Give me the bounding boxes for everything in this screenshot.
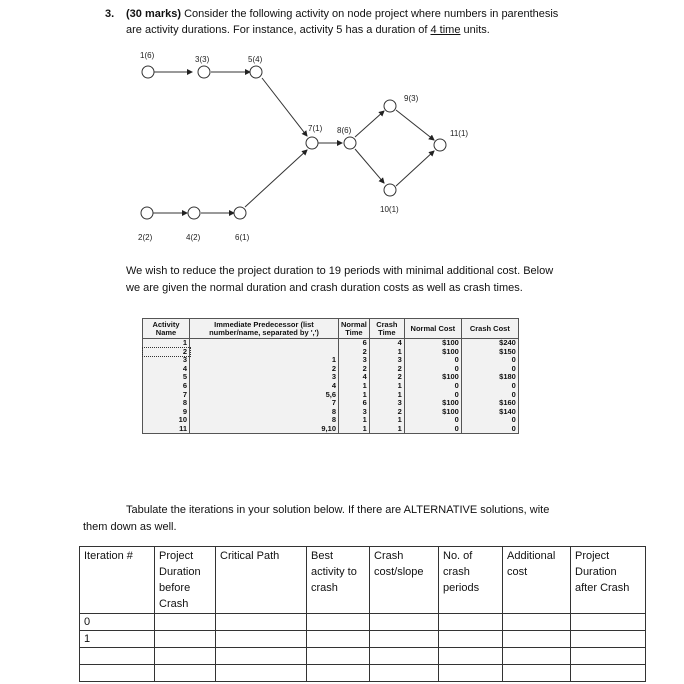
data-table-row xyxy=(143,399,519,408)
data-table-cell: 3 xyxy=(143,356,190,365)
data-table-row xyxy=(143,382,519,391)
iteration-cell xyxy=(370,665,439,682)
question-text-line2-start: are activity durations. For instance, activity 5 has a duration of xyxy=(126,24,431,36)
header-crash-periods: No. of crash periods xyxy=(439,547,503,614)
data-table-cell: 1 xyxy=(369,390,404,399)
iteration-row xyxy=(80,665,646,682)
data-table-row xyxy=(143,424,519,433)
data-table-row xyxy=(143,390,519,399)
node-3 xyxy=(198,66,210,78)
edge-10-11 xyxy=(396,151,434,186)
header-critical-path: Critical Path xyxy=(216,547,307,614)
data-table-cell: 1 xyxy=(339,390,370,399)
data-table-cell: 7 xyxy=(143,390,190,399)
header-iteration: Iteration # xyxy=(80,547,155,614)
data-table-cell: 1 xyxy=(369,382,404,391)
data-table-cell: 4 xyxy=(339,373,370,382)
data-table-cell: 8 xyxy=(143,399,190,408)
iteration-cell xyxy=(370,648,439,665)
data-table-cell: 1 xyxy=(143,339,190,348)
data-table-body xyxy=(143,339,519,434)
data-table-cell: 2 xyxy=(339,348,370,357)
node-11 xyxy=(434,139,446,151)
iteration-cell xyxy=(216,648,307,665)
data-table-cell: $100 xyxy=(404,339,461,348)
data-table-row xyxy=(143,356,519,365)
node-9 xyxy=(384,100,396,112)
iteration-cell xyxy=(216,665,307,682)
header-normal-cost: Normal Cost xyxy=(404,319,461,339)
data-table-cell: 1 xyxy=(369,416,404,425)
header-best-activity: Best activity to crash xyxy=(307,547,370,614)
data-table-cell: 9 xyxy=(143,407,190,416)
data-table-cell: 1 xyxy=(339,424,370,433)
data-table-cell: 1 xyxy=(190,356,339,365)
data-table-cell: 4 xyxy=(369,339,404,348)
data-table-cell: 2 xyxy=(339,365,370,374)
node-label-10: 10(1) xyxy=(380,205,399,214)
data-table-cell: 0 xyxy=(404,382,461,391)
iteration-cell xyxy=(307,631,370,648)
iteration-cell xyxy=(370,631,439,648)
data-table-cell xyxy=(190,348,339,357)
node-label-8: 8(6) xyxy=(337,126,352,135)
node-label-1: 1(6) xyxy=(140,51,155,60)
node-2 xyxy=(141,207,153,219)
duration-underlined: 4 time xyxy=(430,24,461,36)
header-additional-cost: Additional cost xyxy=(503,547,571,614)
iteration-cell xyxy=(80,648,155,665)
data-table-cell: 0 xyxy=(461,382,518,391)
iteration-cell xyxy=(503,614,571,631)
data-table-cell: $100 xyxy=(404,348,461,357)
node-label-5: 5(4) xyxy=(248,55,263,64)
data-table-cell: 0 xyxy=(461,390,518,399)
question-number: 3. xyxy=(105,8,115,20)
data-table-cell: 0 xyxy=(404,365,461,374)
data-table-cell: 3 xyxy=(339,407,370,416)
edge-5-7 xyxy=(262,78,307,136)
paragraph-2-line1: We wish to reduce the project duration to 19 periods with minimal additional cost. Below xyxy=(126,265,554,277)
data-table-cell: 0 xyxy=(461,416,518,425)
edge-6-7 xyxy=(245,150,307,207)
iteration-cell xyxy=(503,648,571,665)
node-7 xyxy=(306,137,318,149)
iteration-cell xyxy=(571,631,646,648)
header-crash-time: Crash Time xyxy=(369,319,404,339)
data-table-cell: 0 xyxy=(404,416,461,425)
node-label-9: 9(3) xyxy=(404,94,419,103)
iteration-cell xyxy=(155,648,216,665)
data-table-row xyxy=(143,339,519,348)
data-table-cell: 3 xyxy=(190,373,339,382)
iteration-cell xyxy=(503,631,571,648)
iteration-table xyxy=(79,546,646,682)
header-activity-name: Activity Name xyxy=(143,319,190,339)
data-table-cell: 4 xyxy=(190,382,339,391)
data-table-cell: 2 xyxy=(190,365,339,374)
data-table-cell: 2 xyxy=(369,407,404,416)
data-table-cell: 5,6 xyxy=(190,390,339,399)
data-table-cell: 6 xyxy=(339,399,370,408)
activity-data-table xyxy=(142,318,519,434)
question-text-line2 xyxy=(126,24,490,36)
node-label-7: 7(1) xyxy=(308,124,323,133)
data-table-cell: $100 xyxy=(404,373,461,382)
paragraph-3-line1: Tabulate the iterations in your solution below. If there are ALTERNATIVE solutions, wite xyxy=(126,504,550,516)
data-table-cell: 4 xyxy=(143,365,190,374)
data-table-cell: $150 xyxy=(461,348,518,357)
data-table-cell: 1 xyxy=(369,424,404,433)
node-5 xyxy=(250,66,262,78)
iteration-cell xyxy=(439,648,503,665)
iteration-row xyxy=(80,614,646,631)
edge-8-9 xyxy=(355,111,384,137)
header-immediate-predecessor: Immediate Predecessor (list number/name, separated by ',') xyxy=(190,319,339,339)
iteration-cell xyxy=(216,614,307,631)
iteration-cell xyxy=(155,665,216,682)
data-table-cell: 3 xyxy=(339,356,370,365)
iteration-cell xyxy=(307,648,370,665)
question-marks: (30 marks) xyxy=(126,8,182,20)
data-table-row xyxy=(143,407,519,416)
data-table-cell: 8 xyxy=(190,407,339,416)
node-1 xyxy=(142,66,154,78)
data-table-cell xyxy=(190,339,339,348)
header-duration-before: Project Duration before Crash xyxy=(155,547,216,614)
iteration-row xyxy=(80,631,646,648)
paragraph-2-line2: we are given the normal duration and crash duration costs as well as crash times. xyxy=(126,282,523,294)
iteration-cell xyxy=(439,631,503,648)
edge-8-10 xyxy=(355,149,384,183)
node-6 xyxy=(234,207,246,219)
node-label-11: 11(1) xyxy=(450,129,469,138)
edge-9-11 xyxy=(396,110,434,140)
iteration-row xyxy=(80,648,646,665)
iteration-cell xyxy=(155,614,216,631)
activity-network-diagram xyxy=(0,40,684,255)
data-table-cell: 3 xyxy=(369,399,404,408)
node-10 xyxy=(384,184,396,196)
data-table-row xyxy=(143,373,519,382)
node-8 xyxy=(344,137,356,149)
node-label-6: 6(1) xyxy=(235,233,250,242)
data-table-cell: 6 xyxy=(339,339,370,348)
data-table-cell: 0 xyxy=(461,365,518,374)
data-table-cell: 6 xyxy=(143,382,190,391)
data-table-header-row xyxy=(143,319,519,339)
data-table-cell: $180 xyxy=(461,373,518,382)
data-table-cell: 2 xyxy=(143,348,190,357)
data-table-cell: 5 xyxy=(143,373,190,382)
iteration-cell xyxy=(155,631,216,648)
question-text-line1-rest: Consider the following activity on node project where numbers in parenthesis xyxy=(181,8,559,20)
question-text-line1 xyxy=(126,8,558,20)
iteration-cell xyxy=(216,631,307,648)
data-table-row xyxy=(143,348,519,357)
data-table-cell: $160 xyxy=(461,399,518,408)
node-label-4: 4(2) xyxy=(186,233,201,242)
data-table-cell: 8 xyxy=(190,416,339,425)
iteration-cell: 1 xyxy=(80,631,155,648)
iteration-cell xyxy=(571,665,646,682)
question-text-line2-end: units. xyxy=(460,24,490,36)
iteration-cell xyxy=(307,665,370,682)
data-table-cell: $100 xyxy=(404,399,461,408)
node-label-2: 2(2) xyxy=(138,233,153,242)
header-duration-after: Project Duration after Crash xyxy=(571,547,646,614)
data-table-cell: 1 xyxy=(339,416,370,425)
iteration-cell xyxy=(307,614,370,631)
iteration-cell xyxy=(80,665,155,682)
data-table-cell: $100 xyxy=(404,407,461,416)
data-table-cell: 0 xyxy=(461,356,518,365)
iteration-header-row xyxy=(80,547,646,614)
data-table-cell: 0 xyxy=(404,356,461,365)
iteration-cell xyxy=(571,648,646,665)
iteration-cell xyxy=(571,614,646,631)
data-table-row xyxy=(143,365,519,374)
data-table-cell: 0 xyxy=(404,390,461,399)
data-table-cell: 2 xyxy=(369,365,404,374)
paragraph-3-line2: them down as well. xyxy=(83,521,177,533)
data-table-cell: 11 xyxy=(143,424,190,433)
iteration-cell xyxy=(439,614,503,631)
data-table-cell: 3 xyxy=(369,356,404,365)
header-crash-cost: Crash Cost xyxy=(461,319,518,339)
iteration-cell: 0 xyxy=(80,614,155,631)
data-table-cell: $240 xyxy=(461,339,518,348)
data-table-cell: 2 xyxy=(369,373,404,382)
data-table-cell: 0 xyxy=(461,424,518,433)
node-4 xyxy=(188,207,200,219)
iteration-cell xyxy=(439,665,503,682)
data-table-cell: 7 xyxy=(190,399,339,408)
data-table-cell: 1 xyxy=(339,382,370,391)
iteration-cell xyxy=(370,614,439,631)
header-normal-time: Normal Time xyxy=(339,319,370,339)
node-label-3: 3(3) xyxy=(195,55,210,64)
header-crash-slope: Crash cost/slope xyxy=(370,547,439,614)
iteration-table-body xyxy=(80,614,646,682)
data-table-cell: 1 xyxy=(369,348,404,357)
data-table-cell: 10 xyxy=(143,416,190,425)
data-table-cell: $140 xyxy=(461,407,518,416)
iteration-cell xyxy=(503,665,571,682)
data-table-cell: 9,10 xyxy=(190,424,339,433)
data-table-cell: 0 xyxy=(404,424,461,433)
